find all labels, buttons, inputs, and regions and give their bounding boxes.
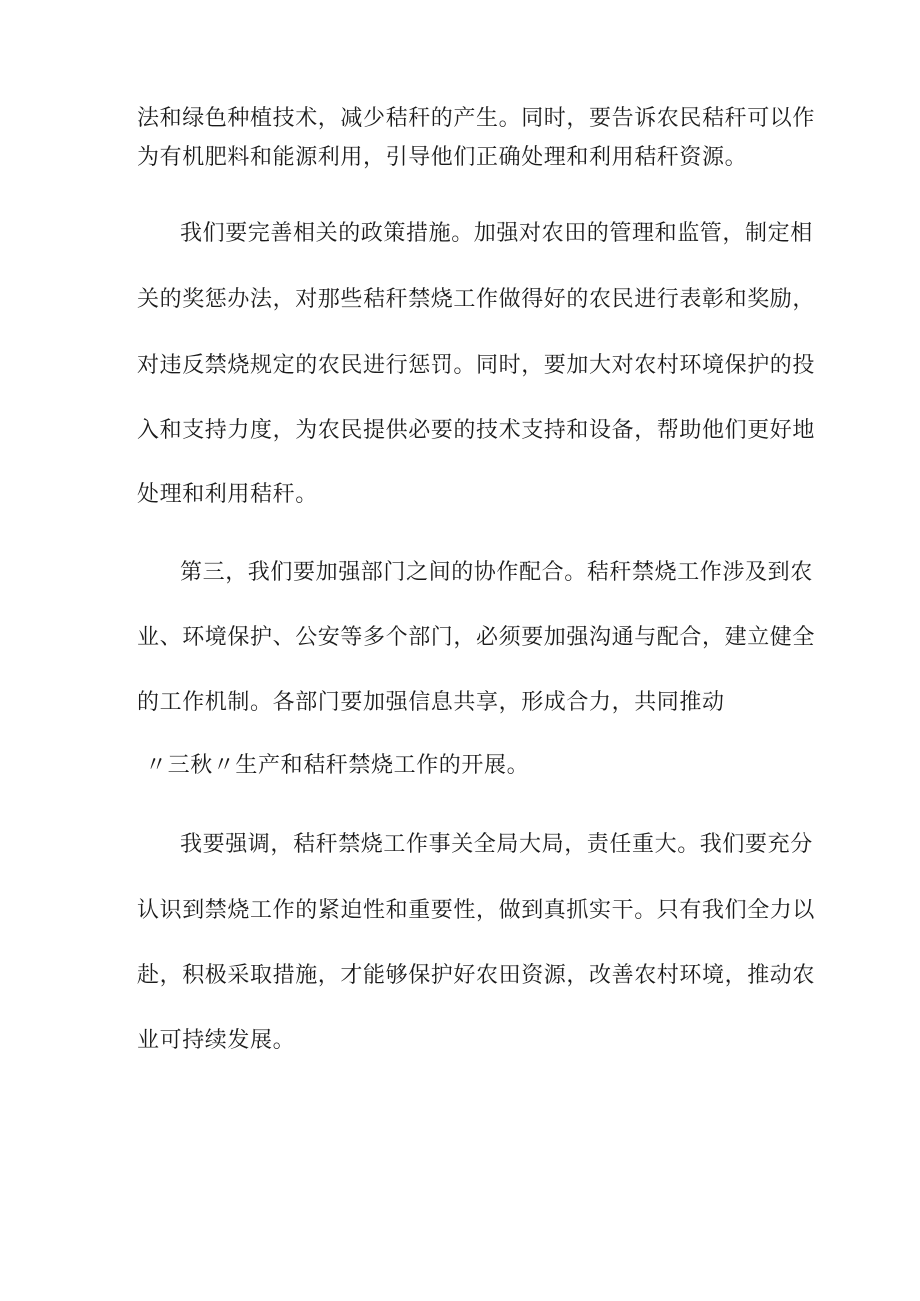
paragraph-4-line-1: 我要强调，秸秆禁烧工作事关全局大局，责任重大。我们要充分 xyxy=(180,832,813,857)
paragraph-2-line-2: 关的奖惩办法，对那些秸秆禁烧工作做得好的农民进行表彰和奖励， xyxy=(137,287,816,312)
paragraph-2-line-4: 入和支持力度，为农民提供必要的技术支持和设备，帮助他们更好地 xyxy=(137,418,816,443)
paragraph-2-line-3: 对违反禁烧规定的农民进行惩罚。同时，要加大对农村环境保护的投 xyxy=(137,353,816,378)
paragraph-2-line-1: 我们要完善相关的政策措施。加强对农田的管理和监管，制定相 xyxy=(180,221,813,246)
paragraph-1-line-1: 法和绿色种植技术，减少秸秆的产生。同时，要告诉农民秸秆可以作 xyxy=(137,106,816,131)
paragraph-3-line-4: 〃三秋〃生产和秸秆禁烧工作的开展。 xyxy=(145,753,530,778)
paragraph-3-line-2: 业、环境保护、公安等多个部门，必须要加强沟通与配合，建立健全 xyxy=(137,625,816,650)
paragraph-4-line-2: 认识到禁烧工作的紧迫性和重要性，做到真抓实干。只有我们全力以 xyxy=(137,898,816,923)
paragraph-3-line-1: 第三，我们要加强部门之间的协作配合。秸秆禁烧工作涉及到农 xyxy=(180,560,813,585)
paragraph-3-line-3: 的工作机制。各部门要加强信息共享，形成合力，共同推动 xyxy=(137,690,725,715)
paragraph-4-line-4: 业可持续发展。 xyxy=(137,1028,296,1053)
paragraph-1-line-2: 为有机肥料和能源利用，引导他们正确处理和利用秸秆资源。 xyxy=(137,145,748,170)
paragraph-4-line-3: 赴，积极采取措施，才能够保护好农田资源，改善农村环境，推动农 xyxy=(137,963,816,988)
paragraph-2-line-5: 处理和利用秸秆。 xyxy=(137,482,318,507)
